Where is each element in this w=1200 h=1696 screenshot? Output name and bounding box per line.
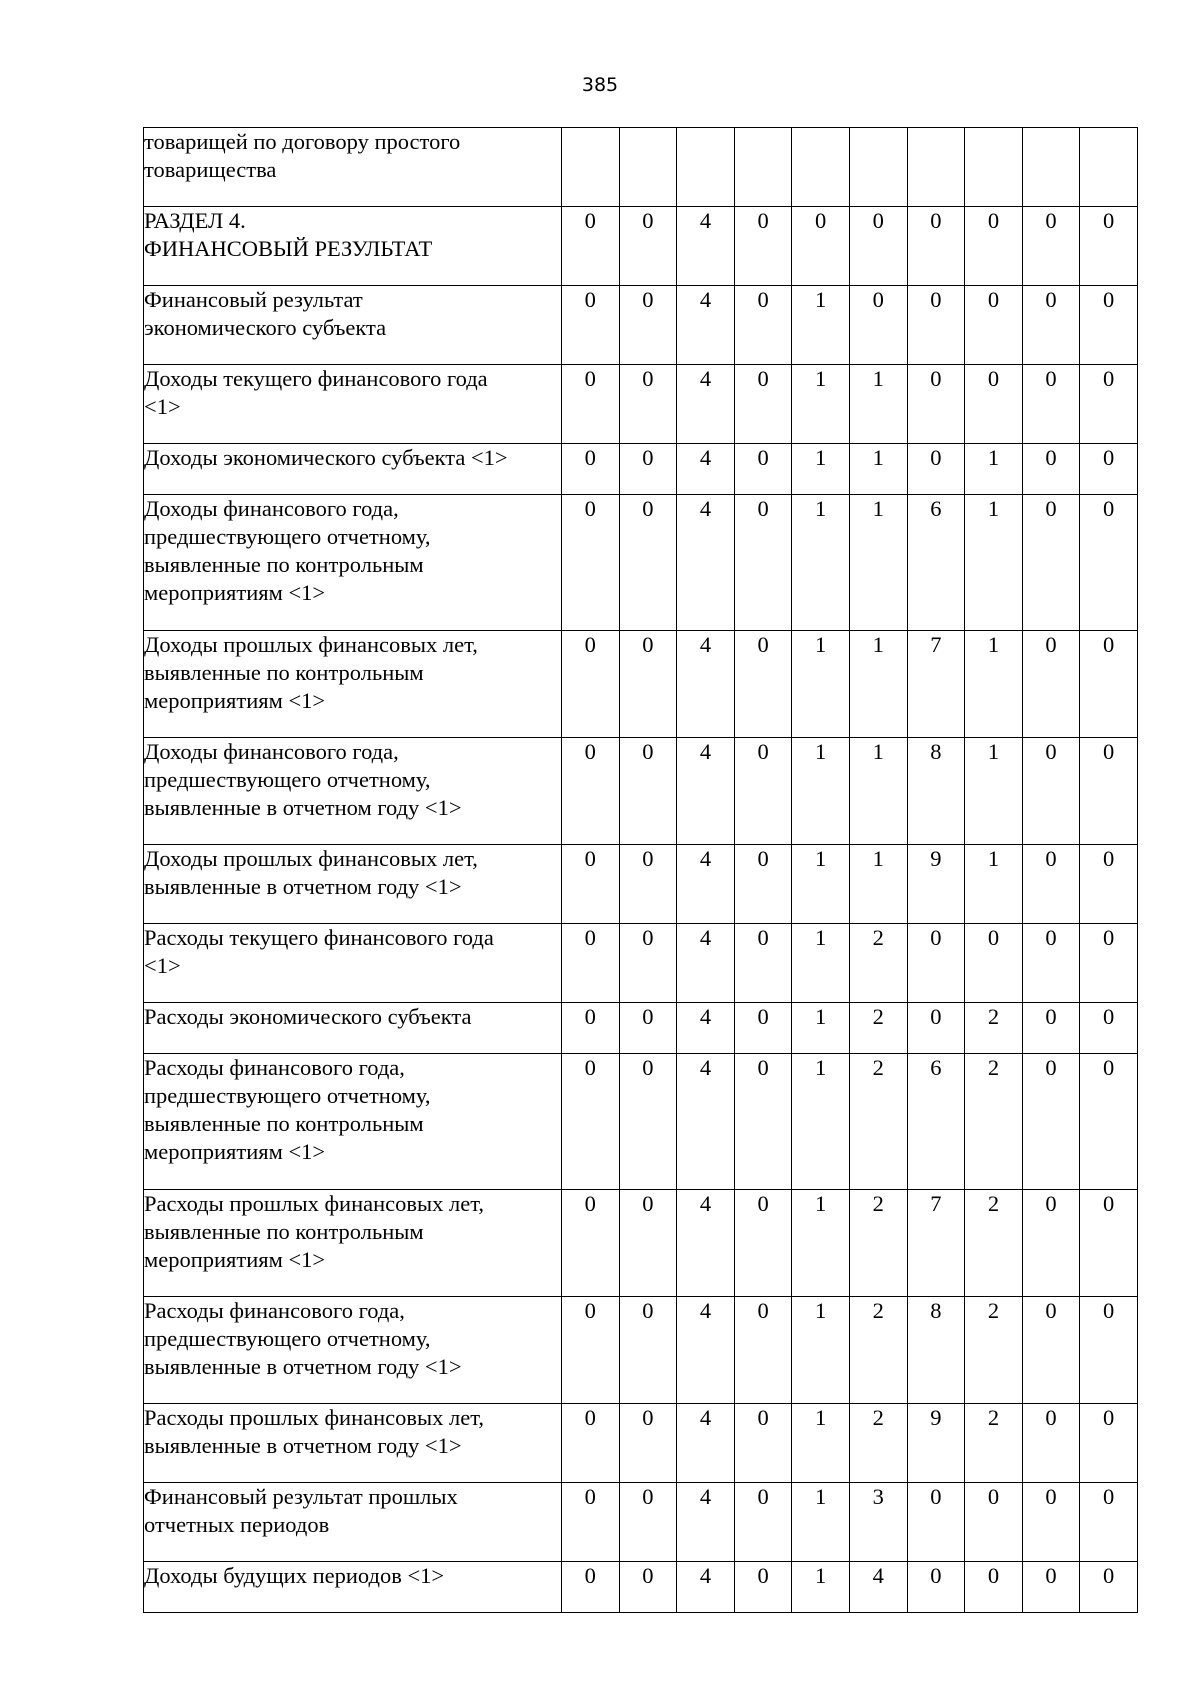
row-label: Расходы прошлых финансовых лет, выявленные в отчетном году <1> [144, 1404, 562, 1483]
code-digit: 0 [1080, 495, 1138, 631]
code-digit: 0 [562, 924, 620, 1003]
table-row [144, 845, 1138, 924]
code-digit: 0 [562, 1190, 620, 1297]
code-digit: 0 [792, 207, 850, 286]
row-label: Доходы текущего финансового года <1> [144, 365, 562, 444]
code-digit: 0 [562, 365, 620, 444]
table-row [144, 738, 1138, 845]
code-digit: 1 [792, 1190, 850, 1297]
row-label: Доходы экономического субъекта <1> [144, 444, 562, 495]
code-digit: 0 [965, 207, 1023, 286]
code-digit: 0 [734, 1003, 792, 1054]
code-digit: 4 [677, 738, 735, 845]
code-digit: 1 [792, 1483, 850, 1562]
code-digit: 1 [965, 495, 1023, 631]
code-digit: 2 [965, 1404, 1023, 1483]
code-digit: 0 [562, 1562, 620, 1613]
code-digit [734, 128, 792, 207]
code-digit: 0 [907, 286, 965, 365]
code-digit: 0 [1080, 1054, 1138, 1190]
code-digit: 0 [734, 1562, 792, 1613]
table-row [144, 631, 1138, 738]
table-row [144, 1483, 1138, 1562]
code-digit: 0 [562, 1404, 620, 1483]
code-digit: 4 [677, 631, 735, 738]
code-digit: 4 [677, 207, 735, 286]
code-digit: 0 [1022, 1190, 1080, 1297]
row-label: Доходы прошлых финансовых лет, выявленные в отчетном году <1> [144, 845, 562, 924]
code-digit [562, 128, 620, 207]
code-digit: 0 [1080, 1297, 1138, 1404]
code-digit: 0 [619, 845, 677, 924]
code-digit: 8 [907, 1297, 965, 1404]
table-row [144, 128, 1138, 207]
code-digit: 0 [965, 1562, 1023, 1613]
code-digit: 8 [907, 738, 965, 845]
code-digit: 0 [734, 495, 792, 631]
code-digit: 0 [907, 1562, 965, 1613]
code-digit: 0 [562, 1054, 620, 1190]
code-digit: 0 [562, 738, 620, 845]
code-digit: 6 [907, 495, 965, 631]
code-digit: 0 [619, 924, 677, 1003]
code-digit: 2 [849, 1054, 907, 1190]
table-row [144, 1297, 1138, 1404]
code-digit: 7 [907, 631, 965, 738]
code-digit: 0 [562, 1003, 620, 1054]
code-digit: 4 [677, 1297, 735, 1404]
code-digit: 0 [965, 1483, 1023, 1562]
code-digit: 4 [677, 1054, 735, 1190]
code-digit: 0 [1022, 1003, 1080, 1054]
code-digit: 0 [1080, 444, 1138, 495]
table-row [144, 207, 1138, 286]
code-digit: 0 [562, 207, 620, 286]
code-digit: 0 [1080, 924, 1138, 1003]
code-digit: 0 [1080, 1190, 1138, 1297]
code-digit: 1 [849, 738, 907, 845]
row-label: Финансовый результат прошлых отчетных периодов [144, 1483, 562, 1562]
code-digit: 0 [1022, 495, 1080, 631]
code-digit: 1 [849, 631, 907, 738]
table-row [144, 1190, 1138, 1297]
code-digit: 2 [849, 1190, 907, 1297]
code-digit: 0 [734, 365, 792, 444]
code-digit: 6 [907, 1054, 965, 1190]
code-digit: 1 [849, 845, 907, 924]
table-row [144, 1562, 1138, 1613]
code-digit: 0 [1080, 631, 1138, 738]
code-digit: 0 [1022, 444, 1080, 495]
table-row [144, 1404, 1138, 1483]
code-digit: 1 [792, 845, 850, 924]
code-digit: 0 [965, 365, 1023, 444]
row-label: товарищей по договору простого товарищества [144, 128, 562, 207]
code-digit: 0 [562, 1483, 620, 1562]
code-digit: 0 [619, 495, 677, 631]
code-digit: 1 [965, 845, 1023, 924]
code-digit [1022, 128, 1080, 207]
code-digit: 0 [562, 444, 620, 495]
code-digit: 0 [562, 845, 620, 924]
code-digit: 9 [907, 845, 965, 924]
code-digit: 0 [734, 1190, 792, 1297]
code-digit [677, 128, 735, 207]
table-row [144, 286, 1138, 365]
code-digit: 1 [792, 1054, 850, 1190]
code-digit: 0 [734, 631, 792, 738]
code-digit: 0 [1080, 1483, 1138, 1562]
code-digit: 0 [619, 1562, 677, 1613]
code-digit: 0 [1022, 631, 1080, 738]
code-digit: 0 [734, 1404, 792, 1483]
row-label: Доходы финансового года, предшествующего отчетному, выявленные в отчетном году <1> [144, 738, 562, 845]
code-digit: 0 [734, 1054, 792, 1190]
code-digit: 0 [619, 444, 677, 495]
code-digit: 0 [907, 1483, 965, 1562]
code-digit: 0 [1022, 1562, 1080, 1613]
table-row [144, 1054, 1138, 1190]
code-digit: 0 [1080, 1003, 1138, 1054]
code-digit: 1 [792, 1562, 850, 1613]
code-digit: 4 [677, 365, 735, 444]
code-digit: 0 [734, 444, 792, 495]
code-digit: 1 [792, 365, 850, 444]
code-digit: 0 [907, 207, 965, 286]
code-digit: 0 [907, 924, 965, 1003]
code-digit [965, 128, 1023, 207]
code-digit: 0 [562, 1297, 620, 1404]
code-digit [1080, 128, 1138, 207]
code-digit: 0 [965, 924, 1023, 1003]
code-digit: 0 [1080, 365, 1138, 444]
code-digit: 0 [1022, 1404, 1080, 1483]
code-digit: 0 [619, 1054, 677, 1190]
code-digit: 0 [1080, 207, 1138, 286]
code-digit: 0 [849, 286, 907, 365]
code-digit [849, 128, 907, 207]
code-digit: 0 [1080, 845, 1138, 924]
code-digit: 2 [965, 1054, 1023, 1190]
code-digit: 1 [792, 495, 850, 631]
code-digit: 0 [1080, 286, 1138, 365]
code-digit: 0 [1080, 738, 1138, 845]
code-digit: 0 [619, 286, 677, 365]
table-row [144, 1003, 1138, 1054]
code-digit: 0 [734, 286, 792, 365]
code-digit: 4 [677, 1190, 735, 1297]
row-label: Доходы финансового года, предшествующего отчетному, выявленные по контрольным мероприятиям <1> [144, 495, 562, 631]
code-digit: 0 [619, 738, 677, 845]
code-digit: 0 [619, 1404, 677, 1483]
code-digit: 0 [619, 1190, 677, 1297]
code-digit: 0 [619, 1297, 677, 1404]
code-digit: 1 [965, 631, 1023, 738]
code-digit: 2 [849, 1297, 907, 1404]
account-code-table [143, 127, 1138, 1613]
code-digit: 0 [1022, 1297, 1080, 1404]
code-digit: 4 [677, 1483, 735, 1562]
code-digit: 0 [1022, 738, 1080, 845]
code-digit: 0 [619, 207, 677, 286]
code-digit: 0 [1080, 1562, 1138, 1613]
code-digit: 1 [792, 738, 850, 845]
code-digit: 0 [907, 444, 965, 495]
code-digit: 1 [792, 1297, 850, 1404]
page-number: 385 [581, 74, 619, 96]
code-digit: 0 [1022, 845, 1080, 924]
code-digit: 0 [734, 845, 792, 924]
code-digit: 0 [619, 631, 677, 738]
code-digit: 7 [907, 1190, 965, 1297]
row-label: Финансовый результат экономического субъекта [144, 286, 562, 365]
table-row [144, 495, 1138, 631]
code-digit: 0 [1022, 1054, 1080, 1190]
table-row [144, 444, 1138, 495]
code-digit: 1 [792, 444, 850, 495]
row-label: Доходы будущих периодов <1> [144, 1562, 562, 1613]
code-digit: 0 [619, 1003, 677, 1054]
row-label: Расходы финансового года, предшествующего отчетному, выявленные по контрольным мероприятиям <1> [144, 1054, 562, 1190]
code-digit: 1 [849, 444, 907, 495]
code-digit: 1 [792, 631, 850, 738]
code-digit: 4 [677, 286, 735, 365]
code-digit: 0 [734, 207, 792, 286]
table-row [144, 924, 1138, 1003]
code-digit: 3 [849, 1483, 907, 1562]
row-label: Расходы финансового года, предшествующего отчетному, выявленные в отчетном году <1> [144, 1297, 562, 1404]
code-digit: 0 [907, 365, 965, 444]
code-digit: 4 [849, 1562, 907, 1613]
code-digit: 1 [849, 495, 907, 631]
code-digit: 0 [1022, 1483, 1080, 1562]
code-digit: 0 [562, 495, 620, 631]
code-digit: 4 [677, 924, 735, 1003]
code-digit: 1 [965, 738, 1023, 845]
code-digit: 0 [1022, 286, 1080, 365]
code-digit: 1 [792, 286, 850, 365]
code-digit: 4 [677, 495, 735, 631]
code-digit: 0 [734, 738, 792, 845]
code-digit: 0 [619, 365, 677, 444]
row-label: Расходы прошлых финансовых лет, выявленные по контрольным мероприятиям <1> [144, 1190, 562, 1297]
code-digit: 2 [849, 1003, 907, 1054]
code-digit: 2 [965, 1003, 1023, 1054]
code-digit: 4 [677, 845, 735, 924]
code-digit: 2 [965, 1190, 1023, 1297]
row-label: Расходы экономического субъекта [144, 1003, 562, 1054]
code-digit: 1 [792, 1404, 850, 1483]
code-digit: 0 [1022, 207, 1080, 286]
code-digit: 0 [734, 1297, 792, 1404]
code-digit [907, 128, 965, 207]
code-digit: 0 [562, 286, 620, 365]
code-digit: 0 [965, 286, 1023, 365]
row-label: Доходы прошлых финансовых лет, выявленные по контрольным мероприятиям <1> [144, 631, 562, 738]
code-digit [619, 128, 677, 207]
code-digit: 1 [965, 444, 1023, 495]
code-digit: 1 [792, 924, 850, 1003]
code-digit: 2 [849, 1404, 907, 1483]
code-digit: 4 [677, 1003, 735, 1054]
code-digit: 0 [619, 1483, 677, 1562]
code-digit: 0 [907, 1003, 965, 1054]
code-digit: 9 [907, 1404, 965, 1483]
code-digit: 0 [1080, 1404, 1138, 1483]
row-label: Расходы текущего финансового года <1> [144, 924, 562, 1003]
code-digit: 0 [734, 924, 792, 1003]
code-digit: 4 [677, 1404, 735, 1483]
row-label: РАЗДЕЛ 4. ФИНАНСОВЫЙ РЕЗУЛЬТАТ [144, 207, 562, 286]
table-row [144, 365, 1138, 444]
code-digit: 0 [1022, 365, 1080, 444]
code-digit: 0 [1022, 924, 1080, 1003]
code-digit: 2 [965, 1297, 1023, 1404]
code-digit [792, 128, 850, 207]
code-digit: 0 [734, 1483, 792, 1562]
code-digit: 2 [849, 924, 907, 1003]
code-digit: 0 [562, 631, 620, 738]
code-digit: 4 [677, 1562, 735, 1613]
code-digit: 1 [849, 365, 907, 444]
code-digit: 0 [849, 207, 907, 286]
code-digit: 4 [677, 444, 735, 495]
code-digit: 1 [792, 1003, 850, 1054]
